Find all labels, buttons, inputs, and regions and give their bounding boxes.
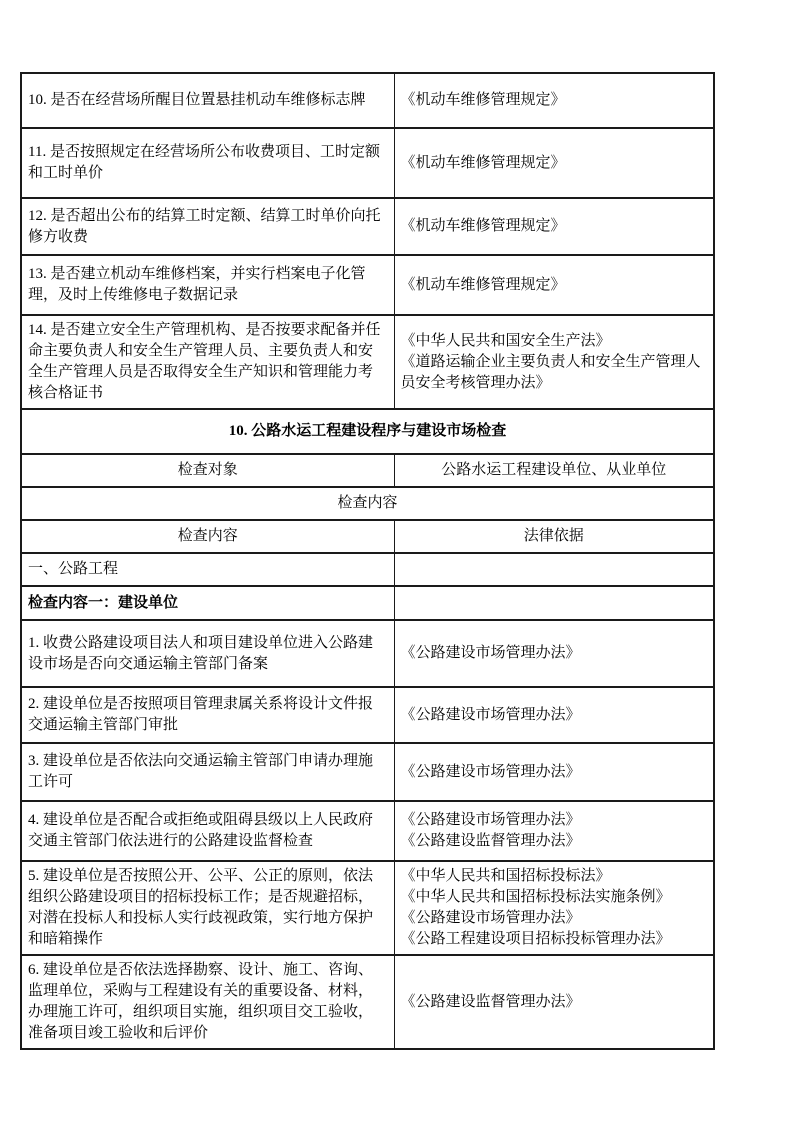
- legal-reference: 《公路建设监督管理办法》: [400, 993, 581, 1010]
- legal-reference: 《公路建设市场管理办法》: [400, 812, 581, 828]
- legal-basis-cell: [394, 955, 714, 1049]
- legal-reference: 《机动车维修管理规定》: [400, 276, 566, 293]
- content-column-header: 检查内容: [21, 520, 394, 553]
- legal-basis-cell: [394, 743, 714, 801]
- table-row: [21, 955, 714, 1049]
- empty-cell: [394, 553, 714, 586]
- legal-basis-cell: [394, 255, 714, 315]
- table-row: [21, 255, 714, 315]
- column-header-row: [21, 520, 714, 553]
- check-item-cell: 5. 建设单位是否按照公开、公平、公正的原则，依法组织公路建设项目的招标投标工作；是否规避招标，对潜在投标人和投标人实行歧视政策，实行地方保护和暗箱操作: [21, 861, 394, 955]
- group-row: [21, 553, 714, 586]
- check-target-value: 公路水运工程建设单位、从业单位: [394, 454, 714, 487]
- legal-reference: 《中华人民共和国招标投标法》: [400, 868, 611, 884]
- table-row: [21, 73, 714, 128]
- inspection-checklist-table: [20, 72, 715, 1050]
- legal-reference: 《机动车维修管理规定》: [400, 218, 566, 234]
- table-row: [21, 743, 714, 801]
- table-row: [21, 198, 714, 255]
- table-row: [21, 128, 714, 198]
- check-target-row: [21, 454, 714, 487]
- table-row: [21, 620, 714, 687]
- legal-basis-cell: [394, 687, 714, 743]
- check-item-cell: 4. 建设单位是否配合或拒绝或阻碍县级以上人民政府交通主管部门依法进行的公路建设监督检查: [21, 801, 394, 861]
- legal-basis-cell: [394, 73, 714, 128]
- check-item-cell: 10. 是否在经营场所醒目位置悬挂机动车维修标志牌: [21, 73, 394, 128]
- check-item-cell: 2. 建设单位是否按照项目管理隶属关系将设计文件报交通运输主管部门审批: [21, 687, 394, 743]
- subgroup-construction-unit-label: 检查内容一：建设单位: [21, 586, 394, 620]
- legal-reference: 《公路建设监督管理办法》: [400, 833, 581, 849]
- legal-reference: 《机动车维修管理规定》: [400, 154, 566, 171]
- check-content-banner-row: [21, 487, 714, 520]
- legal-basis-cell: [394, 861, 714, 955]
- legal-basis-cell: [394, 801, 714, 861]
- legal-reference: 《道路运输企业主要负责人和安全生产管理人员安全考核管理办法》: [400, 353, 701, 391]
- legal-reference: 《公路建设市场管理办法》: [400, 706, 581, 723]
- legal-reference: 《公路工程建设项目招标投标管理办法》: [400, 931, 671, 947]
- legal-basis-cell: [394, 128, 714, 198]
- legal-column-header: 法律依据: [394, 520, 714, 553]
- subgroup-row: [21, 586, 714, 620]
- check-item-cell: 3. 建设单位是否依法向交通运输主管部门申请办理施工许可: [21, 743, 394, 801]
- legal-basis-cell: [394, 315, 714, 409]
- legal-reference: 《公路建设市场管理办法》: [400, 763, 581, 780]
- check-item-cell: 11. 是否按照规定在经营场所公布收费项目、工时定额和工时单价: [21, 128, 394, 198]
- section-title: 10. 公路水运工程建设程序与建设市场检查: [21, 409, 714, 454]
- legal-reference: 《公路建设市场管理办法》: [400, 645, 581, 661]
- table-row: [21, 801, 714, 861]
- check-item-cell: 13. 是否建立机动车维修档案，并实行档案电子化管理，及时上传维修电子数据记录: [21, 255, 394, 315]
- legal-basis-cell: [394, 198, 714, 255]
- table-row: [21, 687, 714, 743]
- table-row: [21, 315, 714, 409]
- group-road-engineering-label: 一、公路工程: [21, 553, 394, 586]
- check-item-cell: 12. 是否超出公布的结算工时定额、结算工时单价向托修方收费: [21, 198, 394, 255]
- empty-cell: [394, 586, 714, 620]
- check-item-cell: 14. 是否建立安全生产管理机构、是否按要求配备并任命主要负责人和安全生产管理人员、主要负责人和安全生产管理人员是否取得安全生产知识和管理能力考核合格证书: [21, 315, 394, 409]
- legal-reference: 《中华人民共和国安全生产法》: [400, 332, 611, 349]
- legal-reference: 《中华人民共和国招标投标法实施条例》: [400, 889, 671, 905]
- legal-basis-cell: [394, 620, 714, 687]
- section-header-row: [21, 409, 714, 454]
- legal-reference: 《机动车维修管理规定》: [400, 92, 566, 108]
- check-item-cell: 1. 收费公路建设项目法人和项目建设单位进入公路建设市场是否向交通运输主管部门备案: [21, 620, 394, 687]
- check-content-banner: 检查内容: [21, 487, 714, 520]
- check-item-cell: 6. 建设单位是否依法选择勘察、设计、施工、咨询、监理单位，采购与工程建设有关的重要设备、材料，办理施工许可，组织项目实施，组织项目交工验收，准备项目竣工验收和后评价: [21, 955, 394, 1049]
- table-row: [21, 861, 714, 955]
- legal-reference: 《公路建设市场管理办法》: [400, 910, 581, 926]
- check-target-label: 检查对象: [21, 454, 394, 487]
